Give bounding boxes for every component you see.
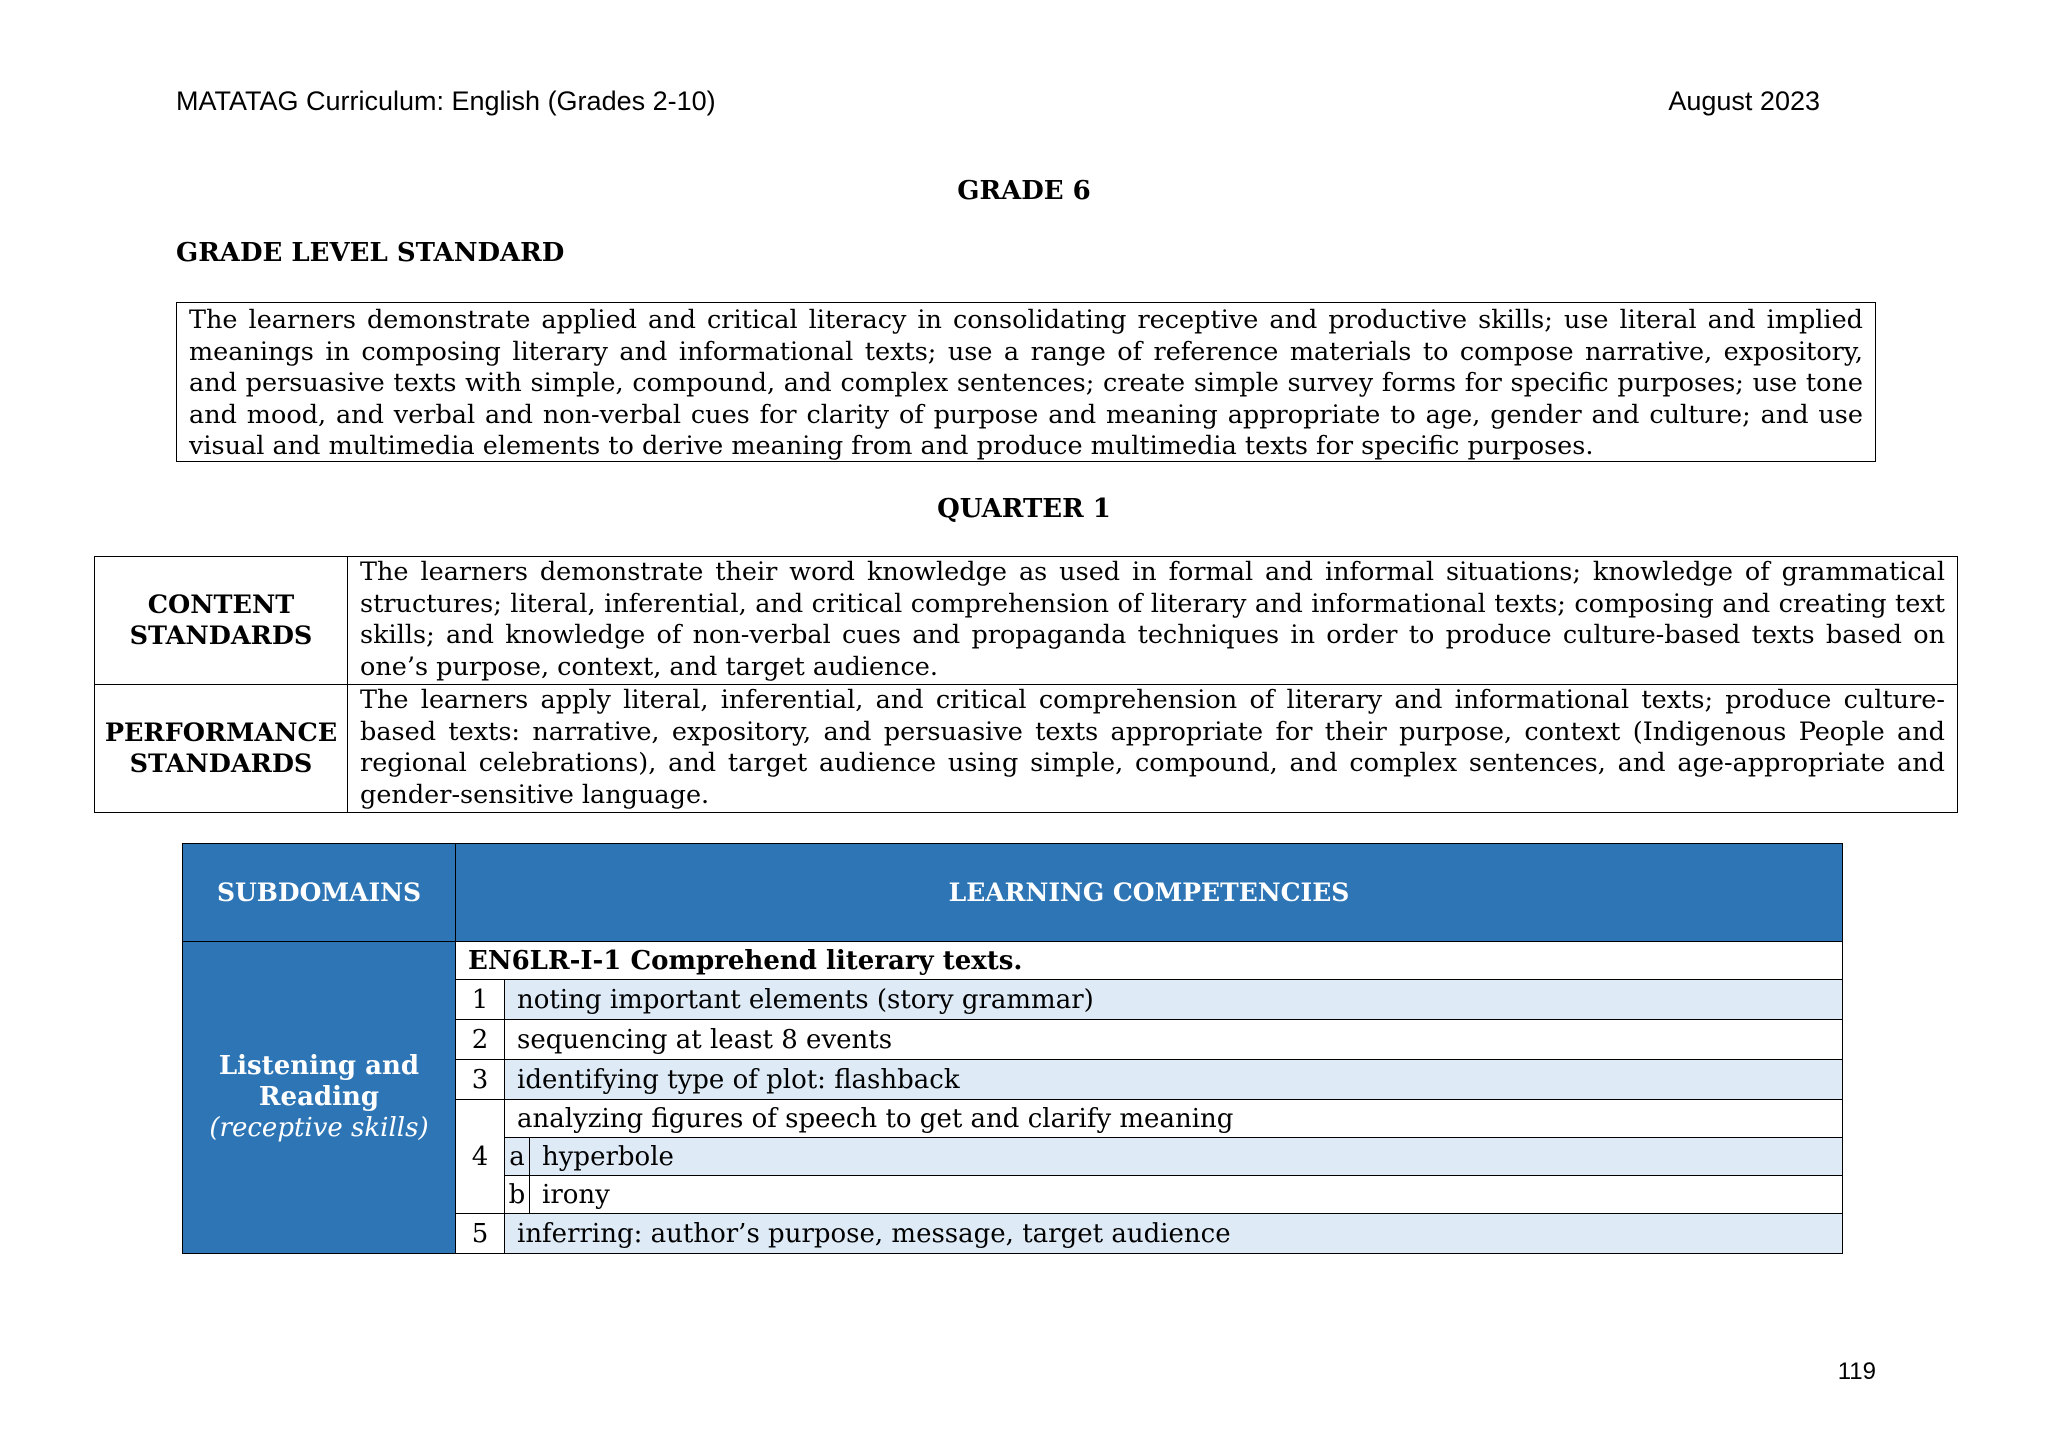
performance-standards-row <box>95 685 1958 813</box>
subdomain-name-line-1: Listening and <box>218 1051 420 1081</box>
competency-title: EN6LR-I-1 Comprehend literary texts. <box>456 942 1843 980</box>
content-label-line-2: STANDARDS <box>129 620 313 651</box>
subdomain-listening-reading <box>183 942 456 1254</box>
quarter-title: QUARTER 1 <box>937 494 1111 524</box>
learning-competencies-header: LEARNING COMPETENCIES <box>456 844 1843 942</box>
item-text: analyzing figures of speech to get and clarify meaning <box>505 1100 1843 1138</box>
grade-level-standard-box <box>176 302 1876 462</box>
document-header-date: August 2023 <box>1668 86 1820 116</box>
item-text: sequencing at least 8 events <box>505 1020 1843 1060</box>
table-header-row <box>183 844 1843 942</box>
page-number: 119 <box>1837 1358 1876 1385</box>
item-number: 2 <box>456 1020 505 1060</box>
subdomains-header: SUBDOMAINS <box>183 844 456 942</box>
performance-standards-label <box>95 685 348 813</box>
competency-title-row <box>183 942 1843 980</box>
performance-label-line-2: STANDARDS <box>129 748 313 779</box>
subdomain-note: (receptive skills) <box>209 1113 429 1143</box>
item-text: identifying type of plot: flashback <box>505 1060 1843 1100</box>
subitem-letter: a <box>505 1138 530 1176</box>
subitem-letter: b <box>505 1176 530 1214</box>
item-number: 1 <box>456 980 505 1020</box>
item-number: 5 <box>456 1214 505 1254</box>
content-label-line-1: CONTENT <box>147 589 295 620</box>
subitem-text: irony <box>530 1176 1843 1214</box>
content-standards-text: The learners demonstrate their word knowledge as used in formal and informal situations; knowledge of grammatical structures; literal, inferential, and critical comprehension of literary and informational texts; composing and creating text skills; and knowledge of non-verbal cues and propaganda techniques in order to produce culture-based texts based on one’s purpose, context, and target audience. <box>348 557 1958 685</box>
subitem-text: hyperbole <box>530 1138 1843 1176</box>
content-standards-row <box>95 557 1958 685</box>
grade-title: GRADE 6 <box>957 176 1091 206</box>
grade-level-standard-label: GRADE LEVEL STANDARD <box>176 238 565 268</box>
item-text: inferring: author’s purpose, message, target audience <box>505 1214 1843 1254</box>
standards-table <box>94 556 1958 813</box>
subdomain-name-line-2: Reading <box>258 1082 380 1112</box>
grade-level-standard-text: The learners demonstrate applied and critical literacy in consolidating receptive and productive skills; use literal and implied meanings in composing literary and informational texts; use a range of reference materials to compose narrative, expository, and persuasive texts with simple, compound, and complex sentences; create simple survey forms for specific purposes; use tone and mood, and verbal and non-verbal cues for clarity of purpose and meaning appropriate to age, gender and culture; and use visual and multimedia elements to derive meaning from and produce multimedia texts for specific purposes. <box>189 305 1863 461</box>
item-number: 4 <box>456 1100 505 1214</box>
performance-standards-text: The learners apply literal, inferential, and critical comprehension of literary and informational texts; produce culture-based texts: narrative, expository, and persuasive texts appropriate for their purpose, context (Indigenous People and regional celebrations), and target audience using simple, compound, and complex sentences, and age-appropriate and gender-sensitive language. <box>348 685 1958 813</box>
learning-competencies-table <box>182 843 1843 1254</box>
item-text: noting important elements (story grammar) <box>505 980 1843 1020</box>
document-header-title: MATATAG Curriculum: English (Grades 2-10) <box>176 86 716 116</box>
item-number: 3 <box>456 1060 505 1100</box>
performance-label-line-1: PERFORMANCE <box>104 717 338 748</box>
content-standards-label <box>95 557 348 685</box>
